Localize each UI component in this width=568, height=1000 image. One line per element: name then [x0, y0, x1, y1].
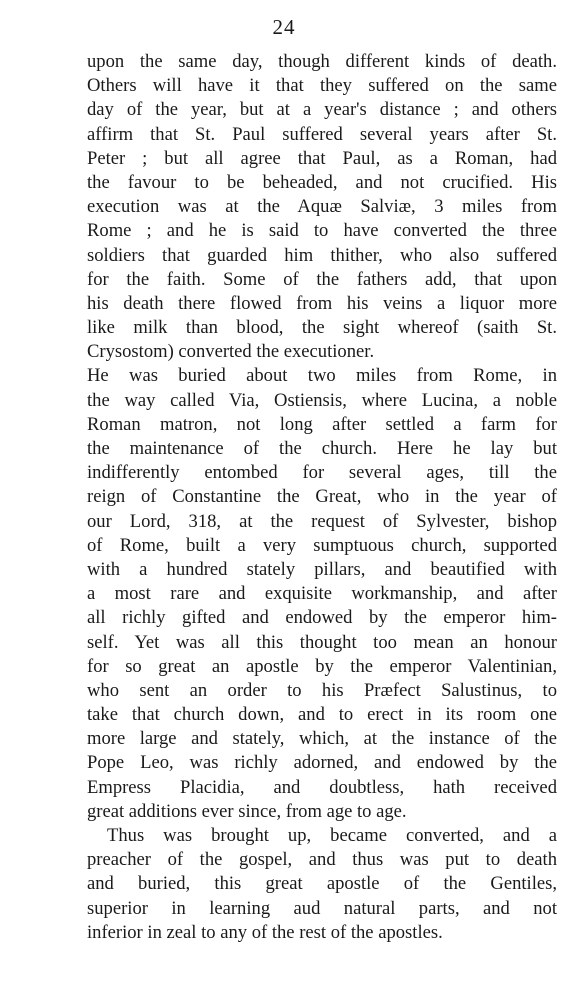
- text-line: Others will have it that they suffered on the same: [87, 75, 557, 97]
- text-line: indifferently entombed for several ages, till the: [87, 462, 557, 484]
- text-line: and buried, this great apostle of the Gentiles,: [87, 873, 557, 895]
- text-line: for the faith. Some of the fathers add, that upon: [87, 268, 557, 290]
- text-line: more large and stately, which, at the instance of the: [87, 728, 557, 750]
- text-line: Crysostom) converted the executioner.: [87, 341, 375, 363]
- text-line: inferior in zeal to any of the rest of the apostles.: [87, 921, 443, 943]
- text-line: superior in learning aud natural parts, and not: [87, 897, 557, 919]
- text-line: affirm that St. Paul suffered several years after St.: [87, 123, 557, 145]
- text-line: Thus was brought up, became converted, and a: [107, 825, 557, 846]
- text-line: Rome ; and he is said to have converted the three: [87, 220, 557, 242]
- text-line: our Lord, 318, at the request of Sylvester, bishop: [87, 510, 557, 532]
- text-line: soldiers that guarded him thither, who also suffered: [87, 244, 557, 266]
- text-line: upon the same day, though different kinds of death.: [87, 51, 557, 72]
- text-line: execution was at the Aquæ Salviæ, 3 miles from: [87, 196, 557, 218]
- text-line: Pope Leo, was richly adorned, and endowed by the: [87, 752, 557, 774]
- text-line: self. Yet was all this thought too mean an honour: [87, 631, 557, 653]
- text-line: a most rare and exquisite workmanship, and after: [87, 583, 557, 605]
- text-line: Empress Placidia, and doubtless, hath received: [87, 776, 557, 798]
- text-line: day of the year, but at a year's distance ; and others: [87, 99, 557, 121]
- text-line: of Rome, built a very sumptuous church, supported: [87, 534, 557, 556]
- text-line: his death there flowed from his veins a liquor more: [87, 292, 557, 314]
- text-line: He was buried about two miles from Rome, in: [87, 365, 557, 387]
- text-line: Roman matron, not long after settled a farm for: [87, 413, 557, 435]
- text-line: all richly gifted and endowed by the emperor him-: [87, 607, 557, 629]
- text-line: the way called Via, Ostiensis, where Lucina, a noble: [87, 389, 557, 411]
- text-line: great additions ever since, from age to age.: [87, 800, 407, 822]
- text-line: who sent an order to his Præfect Salustinus, to: [87, 679, 557, 701]
- text-line: the maintenance of the church. Here he lay but: [87, 438, 557, 459]
- text-line: for so great an apostle by the emperor Valentinian,: [87, 655, 557, 677]
- text-line: take that church down, and to erect in its room one: [87, 704, 557, 726]
- text-line: Peter ; but all agree that Paul, as a Roman, had: [87, 147, 557, 169]
- text-line: reign of Constantine the Great, who in the year of: [87, 486, 557, 508]
- body-text: [87, 50, 557, 945]
- page-number: 24: [272, 15, 296, 39]
- text-line: like milk than blood, the sight whereof (saith St.: [87, 317, 557, 339]
- text-line: the favour to be beheaded, and not crucified. His: [87, 171, 557, 193]
- text-line: preacher of the gospel, and thus was put to death: [87, 849, 557, 871]
- text-line: with a hundred stately pillars, and beautified with: [87, 558, 557, 580]
